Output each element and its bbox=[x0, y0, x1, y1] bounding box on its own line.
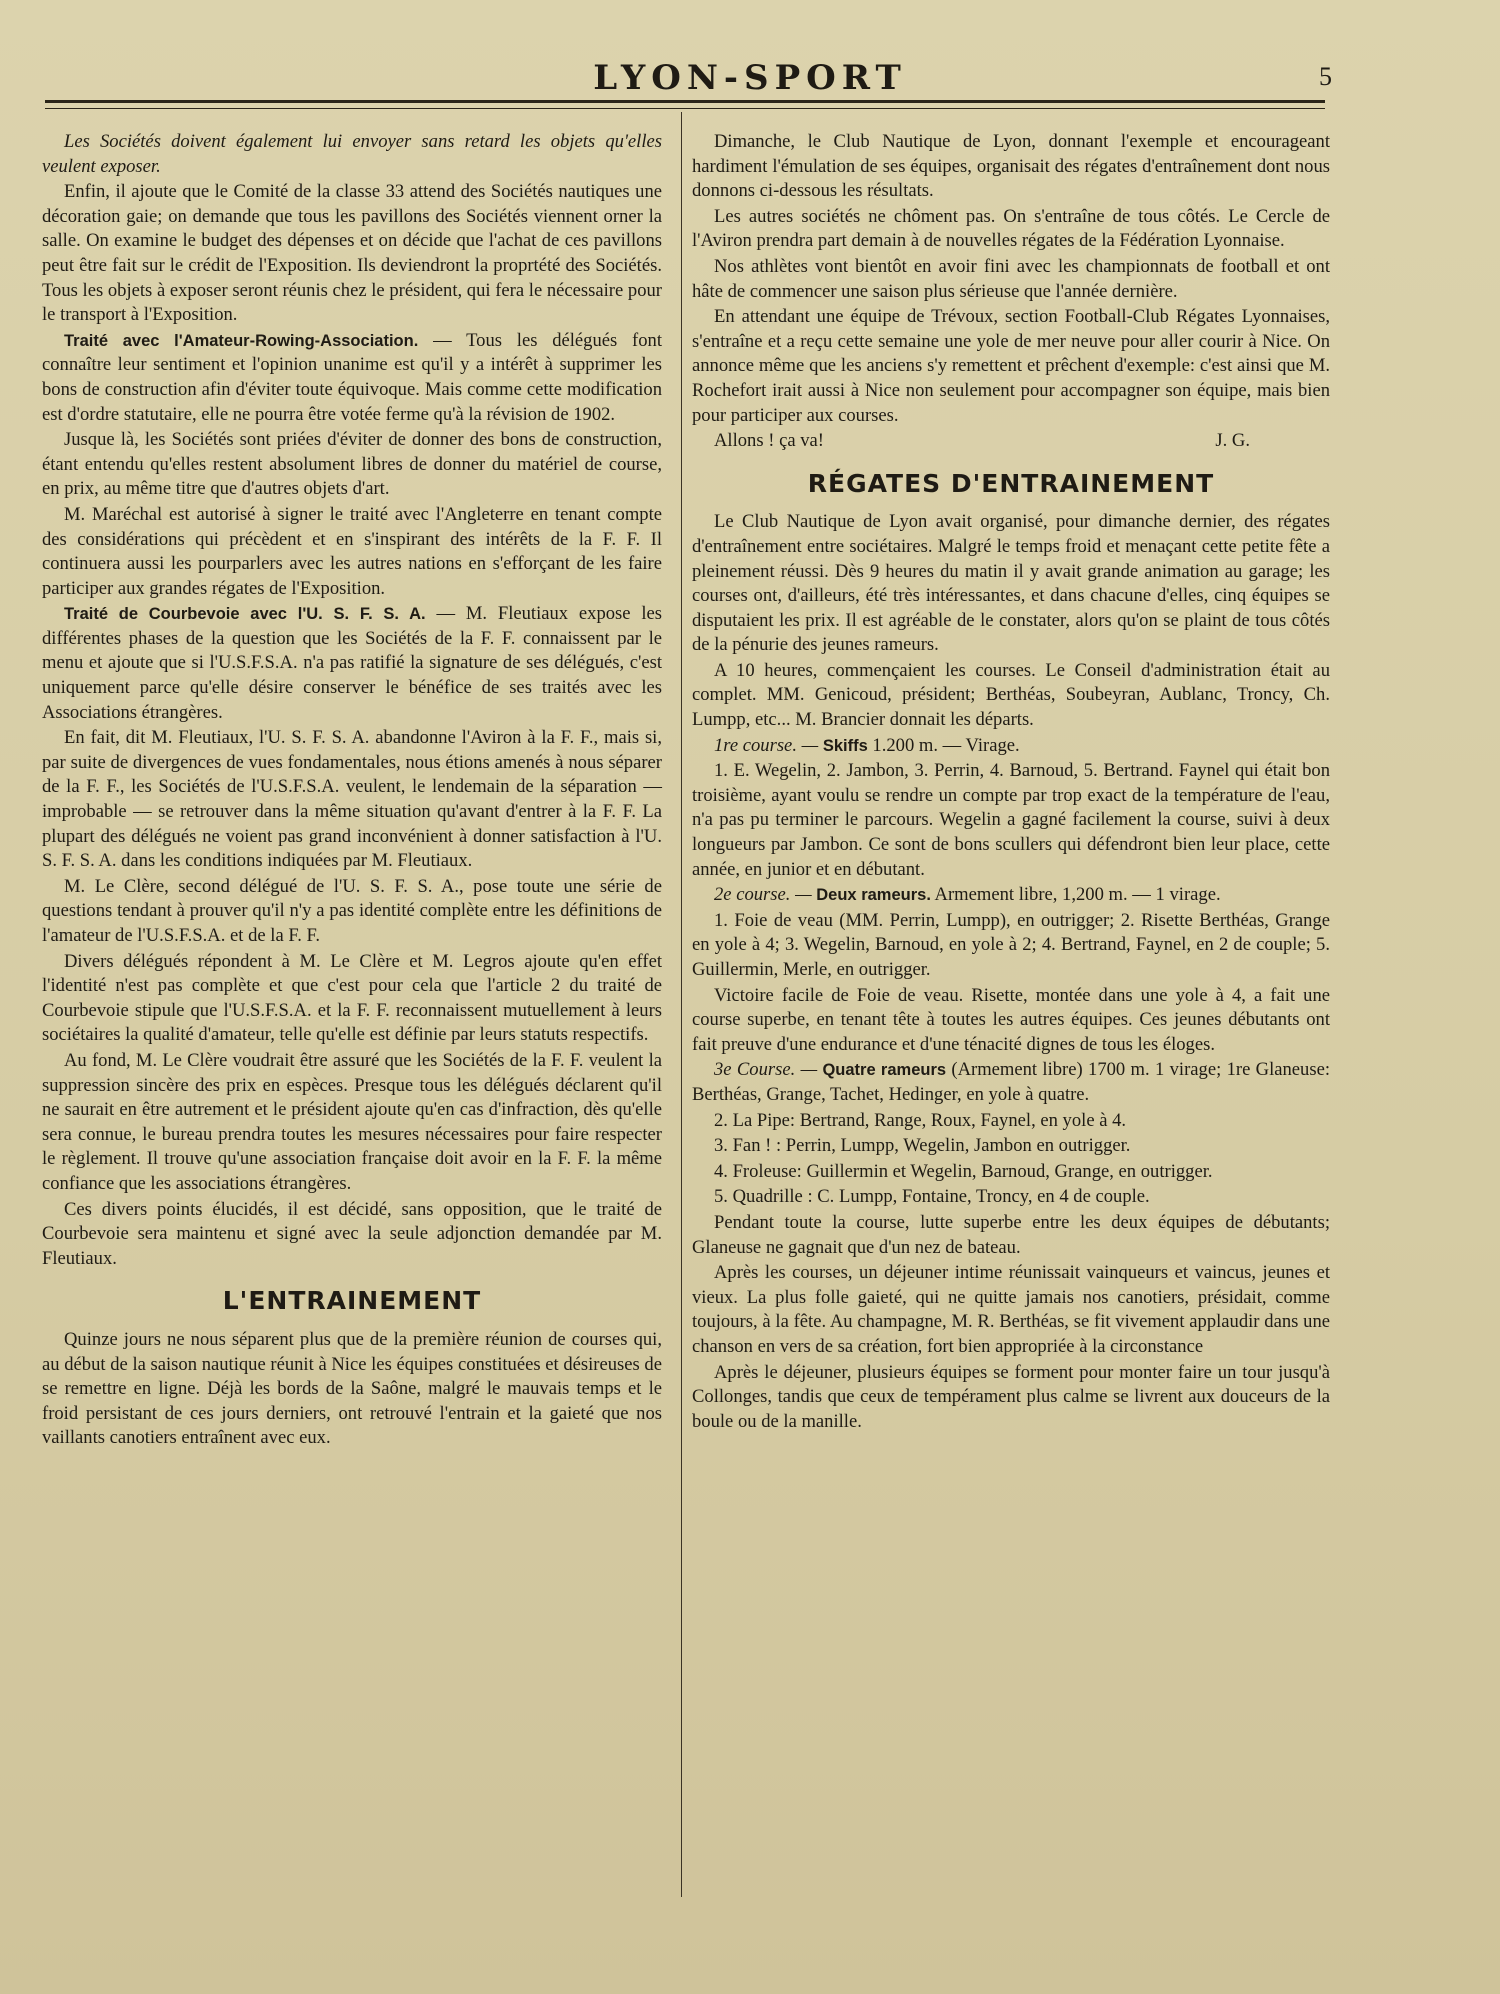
paragraph: Les Sociétés doivent également lui envoyer sans retard les objets qu'elles veulent exposer. bbox=[42, 131, 662, 177]
race-result-line: 2. La Pipe: Bertrand, Range, Roux, Faynel, en yole à 4. bbox=[714, 1109, 1127, 1131]
page-title: LYON-SPORT bbox=[593, 58, 907, 98]
race-result-line: 5. Quadrille : C. Lumpp, Fontaine, Troncy, en 4 de couple. bbox=[714, 1186, 1150, 1208]
paragraph: Traité avec l'Amateur-Rowing-Association. — Tous les délégués font connaître leur sentiment et l'opinion unanime est qu'il y a intérêt à supprimer les bons de construction afin d'éviter toute équivoque. Mais comme cette modification est d'ordre statutaire, elle ne pourra être votée ferme qu'à la révision de 1902. bbox=[42, 329, 662, 425]
race-comment: Victoire facile de Foie de veau. Risette, montée dans une yole à 4, a fait une course superbe, en tenant tête à toutes les autres équipes. Ces jeunes débutants ont fait preuve d'une endurance et d'une ténacité dignes de tous les éloges. bbox=[692, 984, 1330, 1055]
paragraph: A 10 heures, commençaient les courses. Le Conseil d'administration était au complet. MM. Genicoud, président; Berthéas, Soubeyran, Aublanc, Troncy, Ch. Lumpp, etc... M. Brancier donnait les départs. bbox=[692, 659, 1330, 731]
paragraph: Dimanche, le Club Nautique de Lyon, donnant l'exemple et encourageant hardiment l'émulation de ses équipes, organisait des régates d'entraînement dont nous donnons ci-dessous les résultats. bbox=[692, 131, 1330, 202]
race-results: 1. Foie de veau (MM. Perrin, Lumpp), en outrigger; 2. Risette Berthéas, Grange en yole à 4; 3. Wegelin, Barnoud, en yole à 2; 4. Bertrand, Faynel, en 2 de couple; 5. Guillermin, Merle, en outrigger. bbox=[692, 909, 1330, 980]
race-heading: 3e Course. — Quatre rameurs (Armement libre) 1700 m. 1 virage; 1re Glaneuse: Berthéas, Grange, Tachet, Hedinger, en yole à quatre. bbox=[692, 1059, 1331, 1105]
race-result-line: 3. Fan ! : Perrin, Lumpp, Wegelin, Jambon en outrigger. bbox=[714, 1135, 1131, 1157]
paragraph: En fait, dit M. Fleutiaux, l'U. S. F. S. A. abandonne l'Aviron à la F. F., mais si, par suite de divergences de vues fondamentales, nous étions amenés à nous séparer de la F. F., les Sociétés de l'U.S.F.S.A. veulent, le lendemain de la séparation — improbable — se retrouver dans la même situation qu'avant d'entrer à la F. F. La plupart des délégués ne voient pas grand inconvénient à donner satisfaction à l'U. S. F. S. A. dans les conditions indiquées par M. Fleutiaux. bbox=[42, 727, 662, 872]
paragraph: Au fond, M. Le Clère voudrait être assuré que les Sociétés de la F. F. veulent la suppression sincère des prix en espèces. Presque tous les délégués déclarent qu'il ne saurait en être autrement et le président ajoute qu'en cas d'infraction, dès qu'elle sera connue, le bureau prendra toutes les mesures nécessaires pour faire respecter le règlement. Il trouve qu'une association française doit avoir en la F. F. la même confiance que les associations étrangères. bbox=[42, 1049, 662, 1194]
paragraph: Jusque là, les Sociétés sont priées d'éviter de donner des bons de construction, étant entendu qu'elles restent absolument libres de donner du matériel de course, en prix, au même titre que d'autres objets d'art. bbox=[42, 429, 662, 500]
section-lead: Traité avec l'Amateur-Rowing-Association. bbox=[64, 331, 419, 350]
paragraph: Ces divers points élucidés, il est décidé, sans opposition, que le traité de Courbevoie sera maintenu et signé avec la seule adjonction demandée par M. Fleutiaux. bbox=[42, 1198, 662, 1269]
masthead bbox=[0, 58, 1500, 98]
paragraph: M. Le Clère, second délégué de l'U. S. F. S. A., pose toute une série de questions tendant à prouver qu'il n'y a pas identité complète entre les définitions de l'amateur de l'U.S.F.S.A. et de la F. F. bbox=[42, 875, 662, 946]
paragraph: Le Club Nautique de Lyon avait organisé, pour dimanche dernier, des régates d'entraînement entre sociétaires. Malgré le temps froid et menaçant cette petite fête a pleinement réussi. Dès 9 heures du matin il y avait grande animation au garage; les courses ont, d'ailleurs, été très intéressantes, et dans chacune d'elles, cinq équipes se disputaient les prix. Il est agréable de le constater, alors qu'on se plaint de tous côtés de la pénurie des jeunes rameurs. bbox=[692, 511, 1330, 656]
paragraph: Nos athlètes vont bientôt en avoir fini avec les championnats de football et ont hâte de commencer une saison plus sérieuse que l'année dernière. bbox=[692, 255, 1330, 302]
paragraph: Enfin, il ajoute que le Comité de la classe 33 attend des Sociétés nautiques une décoration gaie; on demande que tous les pavillons des Sociétés viennent orner la salle. On examine le budget des dépenses et on décide que l'achat de ces pavillons peut être fait sur le crédit de l'Exposition. Ils deviendront la proprtété des Sociétés. Tous les objets à exposer seront réunis chez le président, qui fera le nécessaire pour le transport à l'Exposition. bbox=[42, 181, 662, 326]
paragraph: Quinze jours ne nous séparent plus que de la première réunion de courses qui, au début de la saison nautique réunit à Nice les équipes constituées et désireuses de se remettre en ligne. Déjà les bords de la Saône, malgré le mauvais temps et le froid persistant de ces jours derniers, ont retrouvé l'entrain et la gaieté que nos vaillants canotiers entraînent avec eux. bbox=[42, 1328, 662, 1449]
signature-line bbox=[692, 429, 1330, 454]
race-heading: 1re course. — Skiffs 1.200 m. — Virage. bbox=[714, 734, 1020, 756]
paragraph: Divers délégués répondent à M. Le Clère et M. Legros ajoute qu'en effet l'identité n'est pas complète et que c'est pour cela que l'article 2 du traité de Courbevoie stipule que l'U.S.F.S.A. et la F. F. reconnaissent mutuellement à leurs sociétaires la qualité d'amateur, telle qu'elle est définie par leurs statuts respectifs. bbox=[42, 950, 662, 1046]
paragraph: Traité de Courbevoie avec l'U. S. F. S. A. — M. Fleutiaux expose les différentes phases de la question que les Sociétés de la F. F. connaissent par le menu et ajoute que si l'U.S.F.S.A. n'a pas ratifié la signature de ses délégués, c'est uniquement parce qu'elle désire conserver le bénéfice de ses traités avec les Associations étrangères. bbox=[42, 603, 662, 723]
author-initials: J. G. bbox=[1215, 430, 1250, 452]
section-heading: RÉGATES D'ENTRAINEMENT bbox=[807, 468, 1215, 498]
paragraph: M. Maréchal est autorisé à signer le traité avec l'Angleterre en tenant compte des considérations qui précèdent et en s'inspirant des intérêts de la F. F. Il continuera aussi les pourparlers avec les autres nations en s'efforçant de les faire participer aux grandes régates de l'Exposition. bbox=[42, 503, 662, 599]
page-number: 5 bbox=[1319, 62, 1332, 91]
paragraph: Après les courses, un déjeuner intime réunissait vainqueurs et vaincus, jeunes et vieux. La plus folle gaieté, qui ne quitte jamais nos canotiers, présidait, comme toujours, à la fête. Au champagne, M. R. Berthéas, se fit vivement applaudir dans une chanson en vers de sa création, fort bien appropriée à la circonstance bbox=[692, 1262, 1330, 1357]
paragraph: En attendant une équipe de Trévoux, section Football-Club Régates Lyonnaises, s'entraîne et a reçu cette semaine une yole de mer neuve pour aller courir à Nice. On annonce même que les anciens s'y remettent et prêchent d'exemple: c'est ainsi que M. Rochefort irait aussi à Nice non seulement pour accompagner son équipe, mais bien pour participer aux courses. bbox=[692, 306, 1330, 426]
section-lead: Traité de Courbevoie avec l'U. S. F. S. A. bbox=[64, 605, 426, 624]
right-column bbox=[692, 130, 1330, 1435]
race-results: 1. E. Wegelin, 2. Jambon, 3. Perrin, 4. Barnoud, 5. Bertrand. Faynel qui était bon troisième, ayant voulu se rendre un compte par trop exact de la température de l'eau, n'a pas pu terminer le parcours. Wegelin a gagné facilement la course, suivi à deux longueurs par Jambon. Ce sont de bons scullers qui défendront bien leur place, cette année, en junior et en débutant. bbox=[692, 760, 1330, 880]
race-heading: 2e course. — Deux rameurs. Armement libre, 1,200 m. — 1 virage. bbox=[714, 884, 1221, 906]
header-rule bbox=[45, 100, 1325, 109]
paragraph: Les autres sociétés ne chôment pas. On s'entraîne de tous côtés. Le Cercle de l'Aviron prendra part demain à de nouvelles régates de la Fédération Lyonnaise. bbox=[692, 205, 1330, 252]
left-column bbox=[42, 130, 662, 1452]
column-divider bbox=[681, 112, 682, 1897]
section-heading: L'ENTRAINEMENT bbox=[222, 1286, 482, 1316]
paragraph: Après le déjeuner, plusieurs équipes se forment pour monter faire un tour jusqu'à Collonges, tandis que ceux de tempérament plus calme se livrent aux douceurs de la boule ou de la manille. bbox=[692, 1361, 1330, 1432]
closing-remark: Allons ! ça va! bbox=[714, 430, 824, 452]
paragraph: Pendant toute la course, lutte superbe entre les deux équipes de débutants; Glaneuse ne gagnait que d'un nez de bateau. bbox=[692, 1211, 1330, 1258]
race-result-line: 4. Froleuse: Guillermin et Wegelin, Barnoud, Grange, en outrigger. bbox=[714, 1160, 1213, 1182]
